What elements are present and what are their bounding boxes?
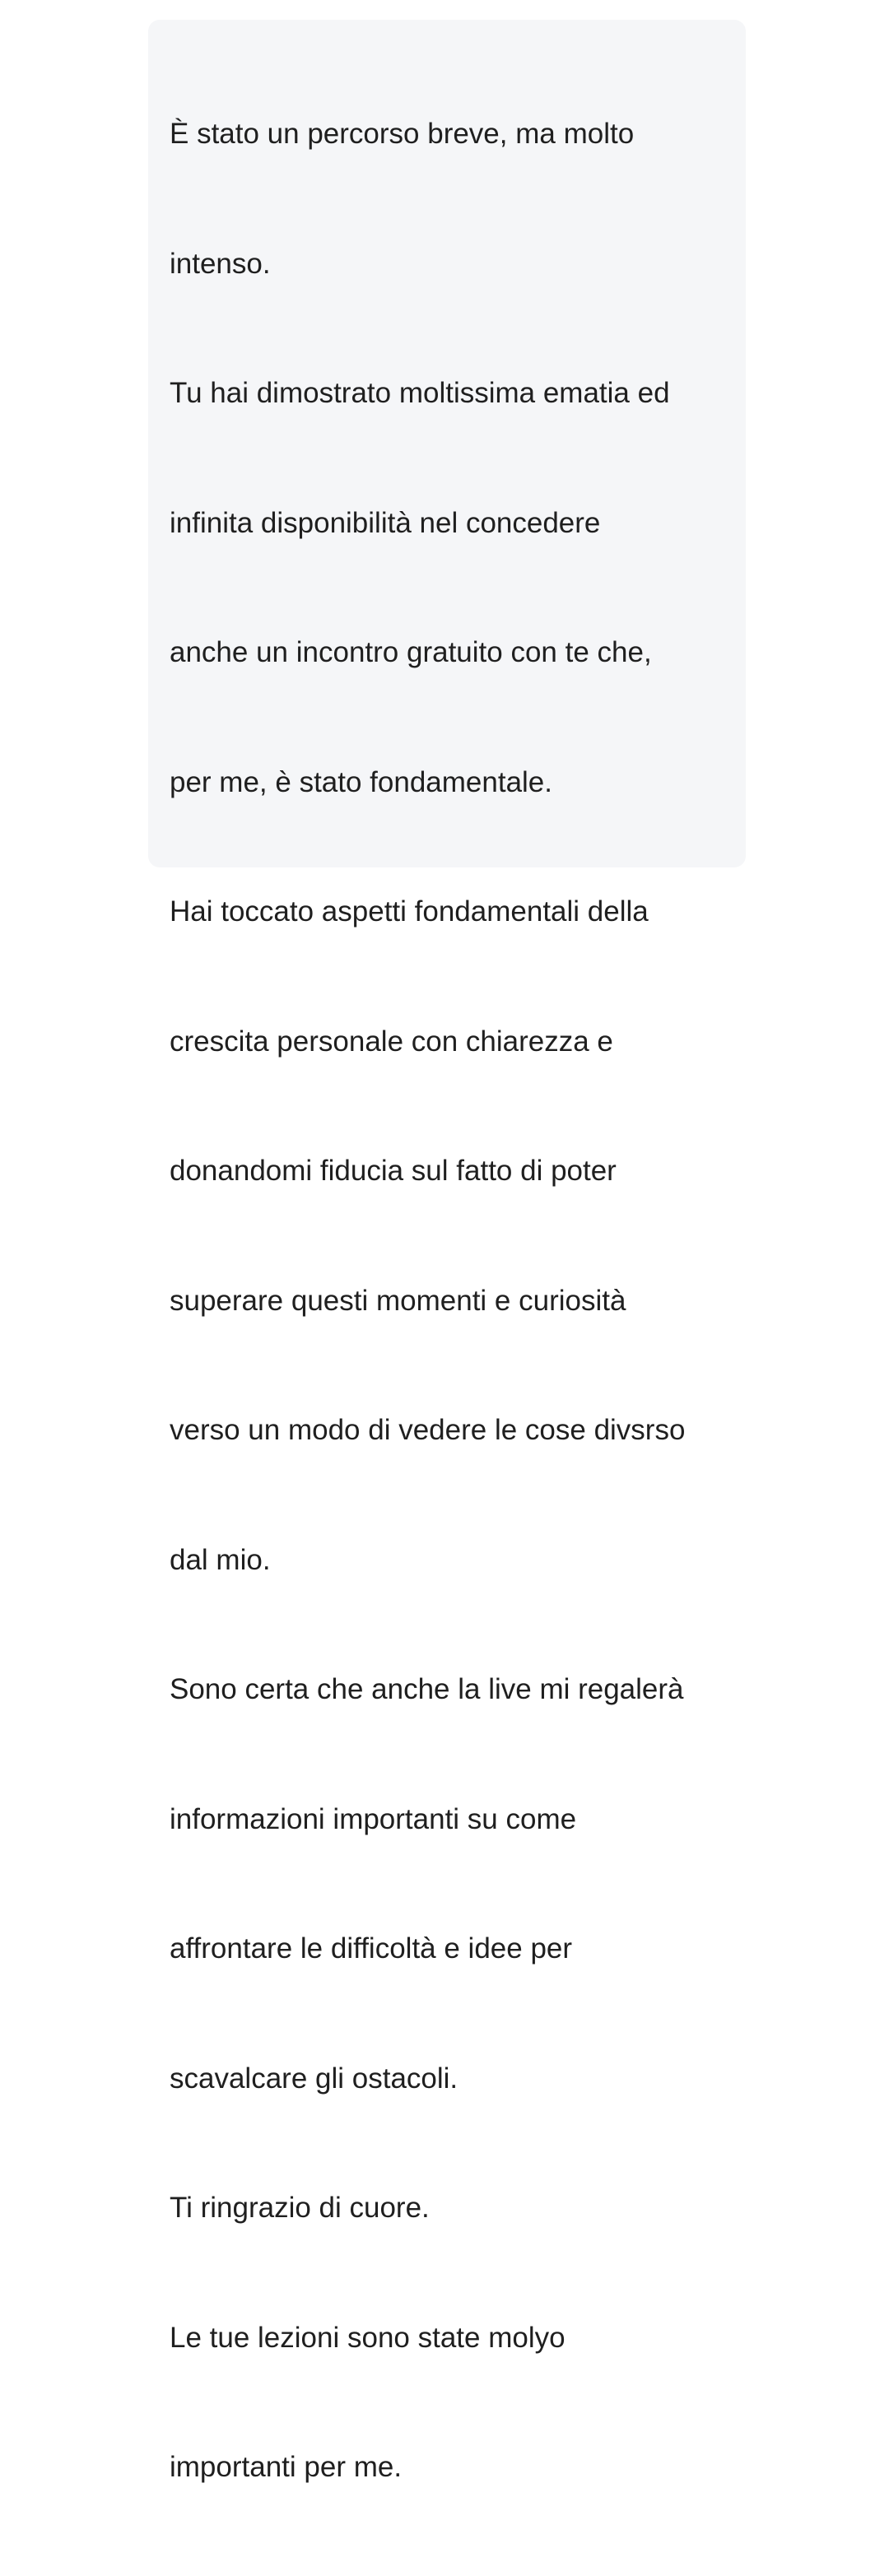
message-line: affrontare le difficoltà e idee per [170, 1932, 573, 1965]
message-line: Ti ringrazio di cuore. [170, 2192, 430, 2224]
message-line: donandomi fiducia sul fatto di poter [170, 1155, 617, 1187]
message-line: Le tue lezioni sono state molyo [170, 2321, 566, 2354]
message-line: Hai toccato aspetti fondamentali della [170, 895, 649, 928]
message-line: per me, è stato fondamentale. [170, 765, 552, 798]
message-line: È stato un percorso breve, ma molto [170, 118, 635, 150]
message-line: informazioni importanti su come [170, 1802, 577, 1835]
message-line: scavalcare gli ostacoli. [170, 2062, 458, 2095]
message-line: crescita personale con chiarezza e [170, 1025, 613, 1058]
message-line: importanti per me. [170, 2451, 403, 2483]
message-line: verso un modo di vedere le cose divsrso [170, 1414, 686, 1446]
message-bubble [148, 20, 746, 2483]
message-text [170, 26, 729, 2576]
message-line: Tu hai dimostrato moltissima ematia ed [170, 377, 670, 409]
message-line: infinita disponibilità nel concedere [170, 506, 601, 539]
message-line: Sono certa che anche la live mi regalerà [170, 1673, 684, 1705]
message-line: superare questi momenti e curiosità [170, 1284, 626, 1317]
message-line: anche un incontro gratuito con te che, [170, 636, 652, 668]
message-line: dal mio. [170, 1543, 271, 1576]
message-line: intenso. [170, 247, 271, 280]
